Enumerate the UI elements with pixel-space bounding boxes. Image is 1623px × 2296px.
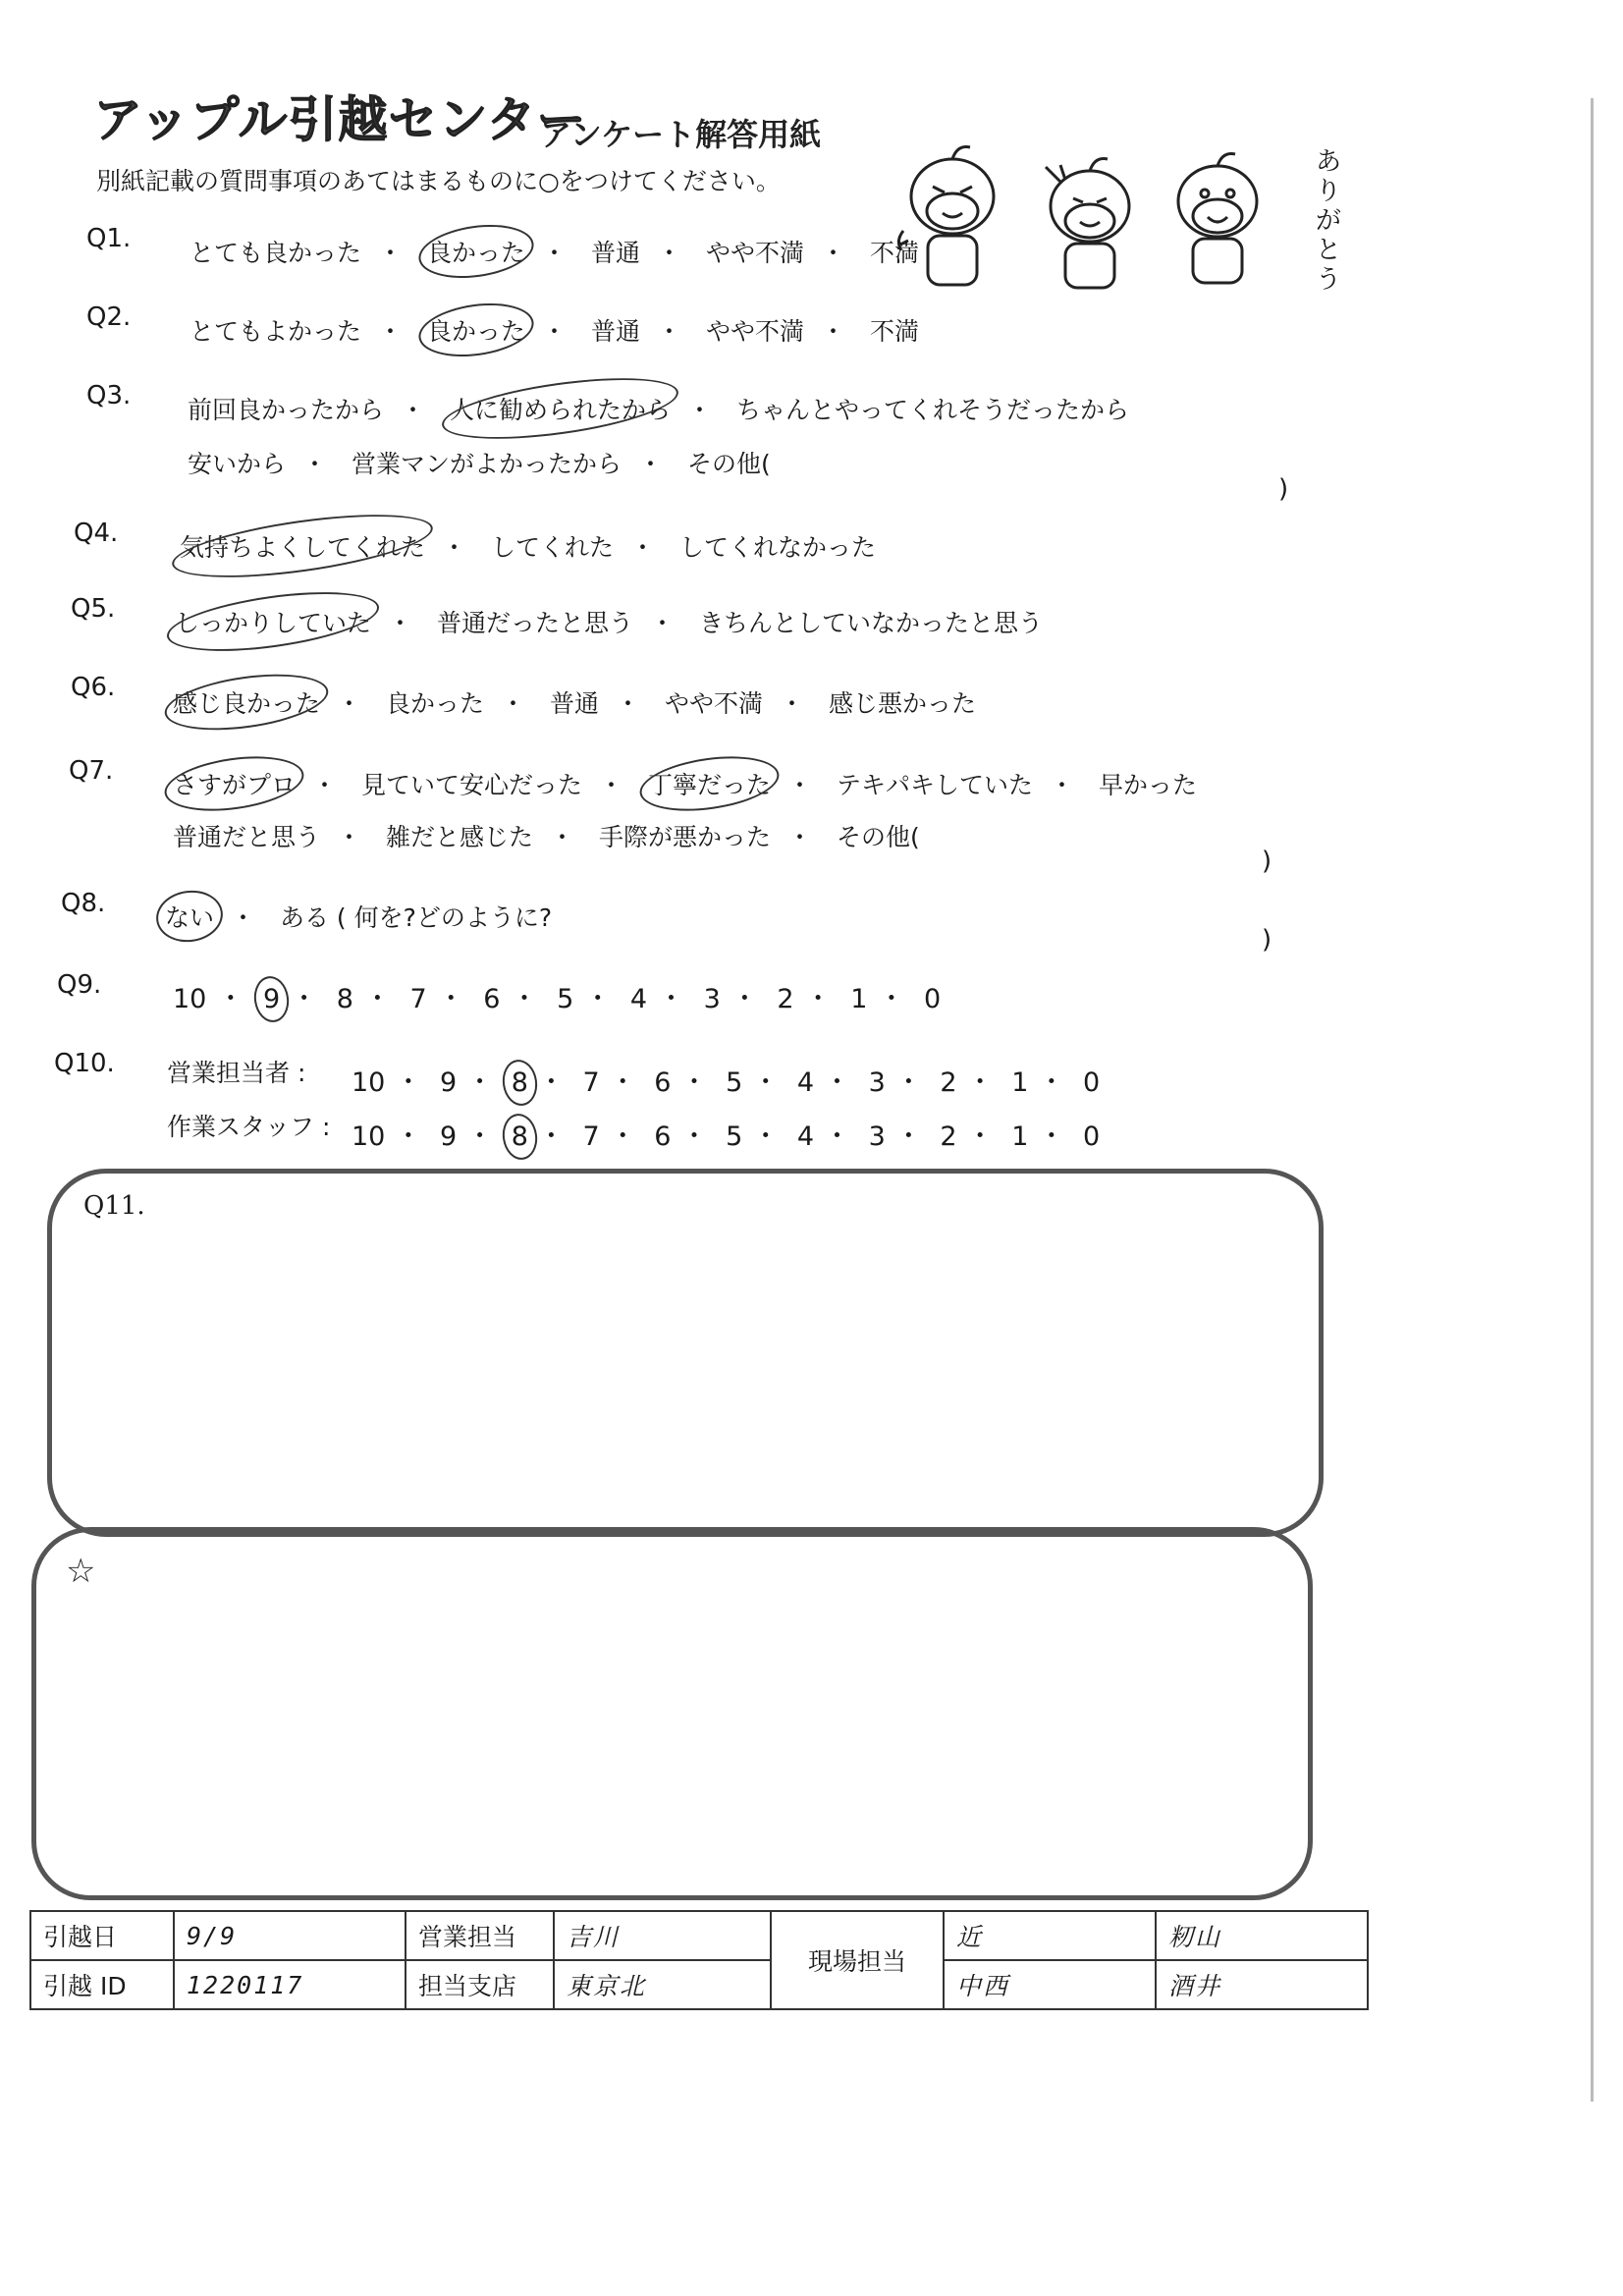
q9-scale: 10 ・ 9 ・ 8 ・ 7 ・ 6 ・ 5 ・ 4 ・ 3 ・ 2 ・ 1 ・ 0 bbox=[170, 977, 944, 1015]
q9-score[interactable]: 4 bbox=[629, 984, 648, 1014]
q7-option[interactable]: 雑だと感じた bbox=[385, 823, 533, 851]
q5-option[interactable]: 普通だったと思う bbox=[436, 609, 633, 637]
q10-staff-score[interactable]: 1 bbox=[1011, 1121, 1029, 1152]
move-date-value[interactable]: 9/9 bbox=[174, 1911, 406, 1960]
star-icon: ☆ bbox=[66, 1552, 96, 1591]
q3-option-other[interactable]: その他( bbox=[686, 450, 771, 478]
q9-score[interactable]: 0 bbox=[923, 984, 942, 1014]
move-info-table bbox=[29, 1910, 1369, 2010]
q10-staff-score[interactable]: 10 bbox=[352, 1121, 386, 1152]
q9-score[interactable]: 1 bbox=[850, 984, 868, 1014]
star-comment-box[interactable] bbox=[31, 1527, 1313, 1900]
q7-close-paren: ) bbox=[1262, 847, 1272, 876]
form-title: アンケート解答用紙 bbox=[540, 116, 822, 153]
q8-option-selected[interactable]: ない bbox=[162, 899, 217, 934]
q4-option[interactable]: してくれた bbox=[490, 533, 614, 562]
branch-label: 担当支店 bbox=[406, 1960, 554, 2009]
q10-sales-score[interactable]: 2 bbox=[940, 1067, 957, 1098]
move-id-value[interactable]: 1220117 bbox=[174, 1960, 406, 2009]
q9-label: Q9. bbox=[57, 970, 102, 1000]
q10-staff-scale: 10 ・ 9 ・ 8 ・ 7 ・ 6 ・ 5 ・ 4 ・ 3 ・ 2 ・ 1 ・ 0 bbox=[349, 1115, 1103, 1153]
q9-score[interactable]: 8 bbox=[336, 984, 353, 1014]
q7-option-selected[interactable]: 丁寧だった bbox=[645, 766, 774, 801]
q9-score[interactable]: 6 bbox=[483, 984, 501, 1014]
q9-score[interactable]: 2 bbox=[777, 984, 794, 1014]
q2-label: Q2. bbox=[86, 302, 132, 332]
q2-options: とてもよかった ・ 良かった ・ 普通 ・ やや不満 ・ 不満 bbox=[187, 312, 922, 348]
q3-option[interactable]: 営業マンがよかったから bbox=[351, 450, 622, 478]
q5-option-selected[interactable]: しっかりしていた bbox=[172, 604, 374, 639]
q10-sales-label: 営業担当者 : bbox=[167, 1059, 306, 1087]
branch-value[interactable]: 東京北 bbox=[554, 1960, 771, 2009]
q10-sales-score[interactable]: 3 bbox=[868, 1067, 886, 1098]
instructions: 別紙記載の質問事項のあてはまるものに○をつけてください。 bbox=[96, 167, 781, 195]
q7-option[interactable]: 手際が悪かった bbox=[598, 823, 771, 851]
q1-option[interactable]: 普通 bbox=[590, 239, 640, 267]
q5-option[interactable]: きちんとしていなかったと思う bbox=[698, 609, 1043, 637]
q7-option-other[interactable]: その他( bbox=[836, 823, 920, 851]
q10-staff-score[interactable]: 2 bbox=[940, 1121, 957, 1152]
q7-option[interactable]: 見ていて安心だった bbox=[360, 771, 582, 799]
q9-score[interactable]: 10 bbox=[173, 984, 207, 1014]
q4-option[interactable]: してくれなかった bbox=[678, 533, 876, 562]
q3-option-selected[interactable]: 人に勧められたから bbox=[447, 391, 674, 426]
q9-score[interactable]: 3 bbox=[703, 984, 721, 1014]
q3-close-paren: ) bbox=[1278, 474, 1289, 504]
q7-option[interactable]: 普通だと思う bbox=[173, 823, 321, 851]
q8-close-paren: ) bbox=[1262, 925, 1272, 955]
q10-staff-label: 作業スタッフ : bbox=[167, 1113, 331, 1141]
q10-staff-score[interactable]: 4 bbox=[796, 1121, 815, 1152]
q1-option[interactable]: やや不満 bbox=[705, 239, 804, 267]
q2-option[interactable]: 普通 bbox=[590, 317, 640, 346]
q8-label: Q8. bbox=[61, 889, 106, 918]
q11-label: Q11. bbox=[83, 1191, 145, 1221]
q10-sales-score[interactable]: 7 bbox=[582, 1067, 600, 1098]
sales-rep-value[interactable]: 吉川 bbox=[554, 1911, 771, 1960]
q9-score[interactable]: 7 bbox=[409, 984, 427, 1014]
q8-options: ない ・ ある ( 何を?どのように? bbox=[162, 899, 555, 934]
q7-option-selected[interactable]: さすがプロ bbox=[170, 766, 298, 801]
q9-score-selected[interactable]: 9 bbox=[260, 984, 283, 1014]
q1-option-selected[interactable]: 良かった bbox=[424, 234, 528, 269]
q10-sales-score[interactable]: 9 bbox=[439, 1067, 458, 1098]
q4-options: 気持ちよくしてくれた ・ してくれた ・ してくれなかった bbox=[177, 528, 879, 564]
q10-sales-score[interactable]: 6 bbox=[654, 1067, 672, 1098]
monkey-mascots-illustration bbox=[889, 123, 1321, 295]
q1-option[interactable]: とても良かった bbox=[189, 239, 362, 267]
q9-score[interactable]: 5 bbox=[557, 984, 574, 1014]
thanks-text: ありがとう bbox=[1316, 147, 1342, 295]
q3-option[interactable]: ちゃんとやってくれそうだったから bbox=[735, 396, 1129, 424]
q10-sales-score[interactable]: 0 bbox=[1082, 1067, 1101, 1098]
site-rep-label: 現場担当 bbox=[771, 1911, 944, 2009]
q10-sales-score-selected[interactable]: 8 bbox=[509, 1067, 531, 1098]
q10-staff-score[interactable]: 7 bbox=[582, 1121, 600, 1152]
q3-option[interactable]: 安いから bbox=[188, 450, 287, 478]
q7-options-line2: 普通だと思う ・ 雑だと感じた ・ 手際が悪かった ・ その他( bbox=[170, 818, 923, 853]
q7-label: Q7. bbox=[69, 756, 114, 786]
page-edge bbox=[1591, 98, 1594, 2102]
q10-staff-score[interactable]: 0 bbox=[1082, 1121, 1101, 1152]
q6-option[interactable]: 普通 bbox=[549, 689, 599, 718]
company-name: アップル引越センター bbox=[93, 91, 587, 148]
q11-comment-box[interactable] bbox=[47, 1169, 1324, 1537]
q4-label: Q4. bbox=[74, 519, 119, 548]
q6-option[interactable]: 感じ悪かった bbox=[828, 689, 976, 718]
q2-option[interactable]: 不満 bbox=[869, 317, 919, 346]
sales-rep-label: 営業担当 bbox=[406, 1911, 554, 1960]
site-rep-value[interactable]: 中西 bbox=[944, 1960, 1156, 2009]
q8-option[interactable]: ある ( 何を?どのように? bbox=[279, 903, 553, 932]
site-rep-value[interactable]: 酒井 bbox=[1156, 1960, 1368, 2009]
q10-staff-score-selected[interactable]: 8 bbox=[509, 1121, 531, 1152]
q4-option-selected[interactable]: 気持ちよくしてくれた bbox=[177, 528, 428, 564]
q10-sales-score[interactable]: 10 bbox=[352, 1067, 386, 1098]
q10-staff-score[interactable]: 6 bbox=[654, 1121, 672, 1152]
q10-staff-score[interactable]: 9 bbox=[439, 1121, 458, 1152]
q6-option[interactable]: 良かった bbox=[385, 689, 484, 718]
q2-option-selected[interactable]: 良かった bbox=[424, 312, 528, 348]
q6-option-selected[interactable]: 感じ良かった bbox=[170, 684, 323, 720]
site-rep-value[interactable]: 近 bbox=[944, 1911, 1156, 1960]
q10-staff-score[interactable]: 3 bbox=[868, 1121, 886, 1152]
move-date-label: 引越日 bbox=[30, 1911, 174, 1960]
q6-option[interactable]: やや不満 bbox=[664, 689, 763, 718]
q2-option[interactable]: とてもよかった bbox=[189, 317, 362, 346]
q7-option[interactable]: テキパキしていた bbox=[836, 771, 1033, 799]
q7-option[interactable]: 早かった bbox=[1098, 771, 1197, 799]
move-id-label: 引越 ID bbox=[30, 1960, 174, 2009]
q5-options: しっかりしていた ・ 普通だったと思う ・ きちんとしていなかったと思う bbox=[172, 604, 1046, 639]
q3-option[interactable]: 前回良かったから bbox=[188, 396, 385, 424]
q1-label: Q1. bbox=[86, 224, 132, 253]
q1-options: とても良かった ・ 良かった ・ 普通 ・ やや不満 ・ 不満 bbox=[187, 234, 922, 269]
q10-label: Q10. bbox=[54, 1049, 115, 1078]
site-rep-value[interactable]: 籾山 bbox=[1156, 1911, 1368, 1960]
q3-label: Q3. bbox=[86, 381, 132, 410]
q6-label: Q6. bbox=[71, 673, 116, 702]
q3-options-line2: 安いから ・ 営業マンがよかったから ・ その他( bbox=[185, 445, 774, 480]
q1-option[interactable]: 不満 bbox=[869, 239, 919, 267]
q10-sales-score[interactable]: 4 bbox=[796, 1067, 815, 1098]
q6-options: 感じ良かった ・ 良かった ・ 普通 ・ やや不満 ・ 感じ悪かった bbox=[170, 684, 979, 720]
q10-sales-scale: 10 ・ 9 ・ 8 ・ 7 ・ 6 ・ 5 ・ 4 ・ 3 ・ 2 ・ 1 ・ 0 bbox=[349, 1061, 1103, 1099]
q10-staff-score[interactable]: 5 bbox=[726, 1121, 743, 1152]
q10-sales-score[interactable]: 5 bbox=[726, 1067, 743, 1098]
q5-label: Q5. bbox=[71, 594, 116, 624]
q7-options-line1: さすがプロ ・ 見ていて安心だった ・ 丁寧だった ・ テキパキしていた ・ 早かった bbox=[170, 766, 1200, 801]
q3-options-line1: 前回良かったから ・ 人に勧められたから ・ ちゃんとやってくれそうだったから bbox=[185, 391, 1132, 426]
q2-option[interactable]: やや不満 bbox=[705, 317, 804, 346]
q10-sales-score[interactable]: 1 bbox=[1011, 1067, 1029, 1098]
